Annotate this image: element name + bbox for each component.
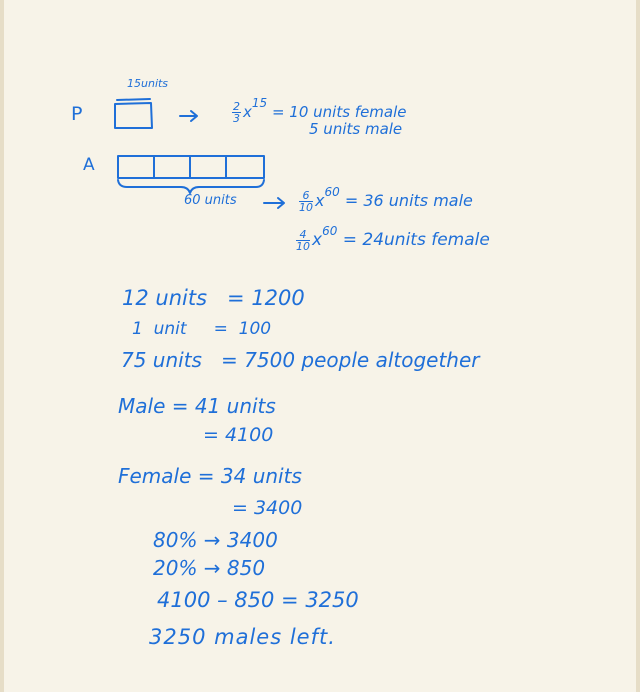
a1-mult: x [315, 191, 325, 210]
calc-line-11: 3250 males left. [149, 625, 336, 649]
a1-fraction [299, 190, 313, 213]
calc-line-7: = 3400 [232, 497, 303, 519]
a1-exp: 60 [324, 185, 340, 199]
calc-line-9: 20% → 850 [153, 556, 266, 580]
a2-mult: x [312, 230, 323, 250]
calc-line-10: 4100 – 850 = 3250 [157, 588, 359, 612]
p-box-label: 15units [127, 77, 169, 90]
p-exp: 15 [251, 96, 268, 110]
p-label: P [71, 103, 83, 125]
calc-line-8: 80% → 3400 [153, 528, 278, 552]
arrow-a [264, 198, 284, 208]
p-fraction [232, 101, 241, 124]
a-total-label: 60 units [184, 193, 237, 208]
p-result: = 10 units female [271, 103, 407, 121]
a-brace [118, 180, 264, 193]
p-frac-num: 2 [233, 100, 240, 113]
p-mult: x [243, 103, 252, 121]
calc-line-3: 75 units = 7500 people altogether [121, 348, 480, 372]
a-equation-2 [296, 224, 490, 252]
a-unit-bar [118, 156, 264, 178]
a2-frac-den: 10 [296, 239, 310, 253]
a-equation-1 [299, 185, 473, 213]
p-unit-box [115, 99, 152, 128]
a2-frac-num: 4 [296, 229, 310, 241]
calc-line-2: 1 unit = 100 [132, 319, 272, 339]
calc-line-1: 12 units = 1200 [122, 286, 305, 310]
calc-line-5: = 4100 [203, 424, 274, 446]
a2-fraction [296, 229, 310, 252]
arrow-p [180, 111, 197, 121]
p-equation-line2: 5 units male [309, 120, 403, 138]
a2-result: = 24units female [342, 230, 490, 250]
a1-result: = 36 units male [344, 191, 473, 210]
a2-exp: 60 [322, 224, 338, 238]
calc-line-6: Female = 34 units [118, 464, 302, 488]
a1-frac-den: 10 [299, 201, 313, 214]
a-label: A [83, 155, 95, 175]
calc-line-4: Male = 41 units [118, 394, 276, 418]
a1-frac-num: 6 [299, 190, 313, 202]
p-frac-den: 3 [233, 112, 240, 125]
